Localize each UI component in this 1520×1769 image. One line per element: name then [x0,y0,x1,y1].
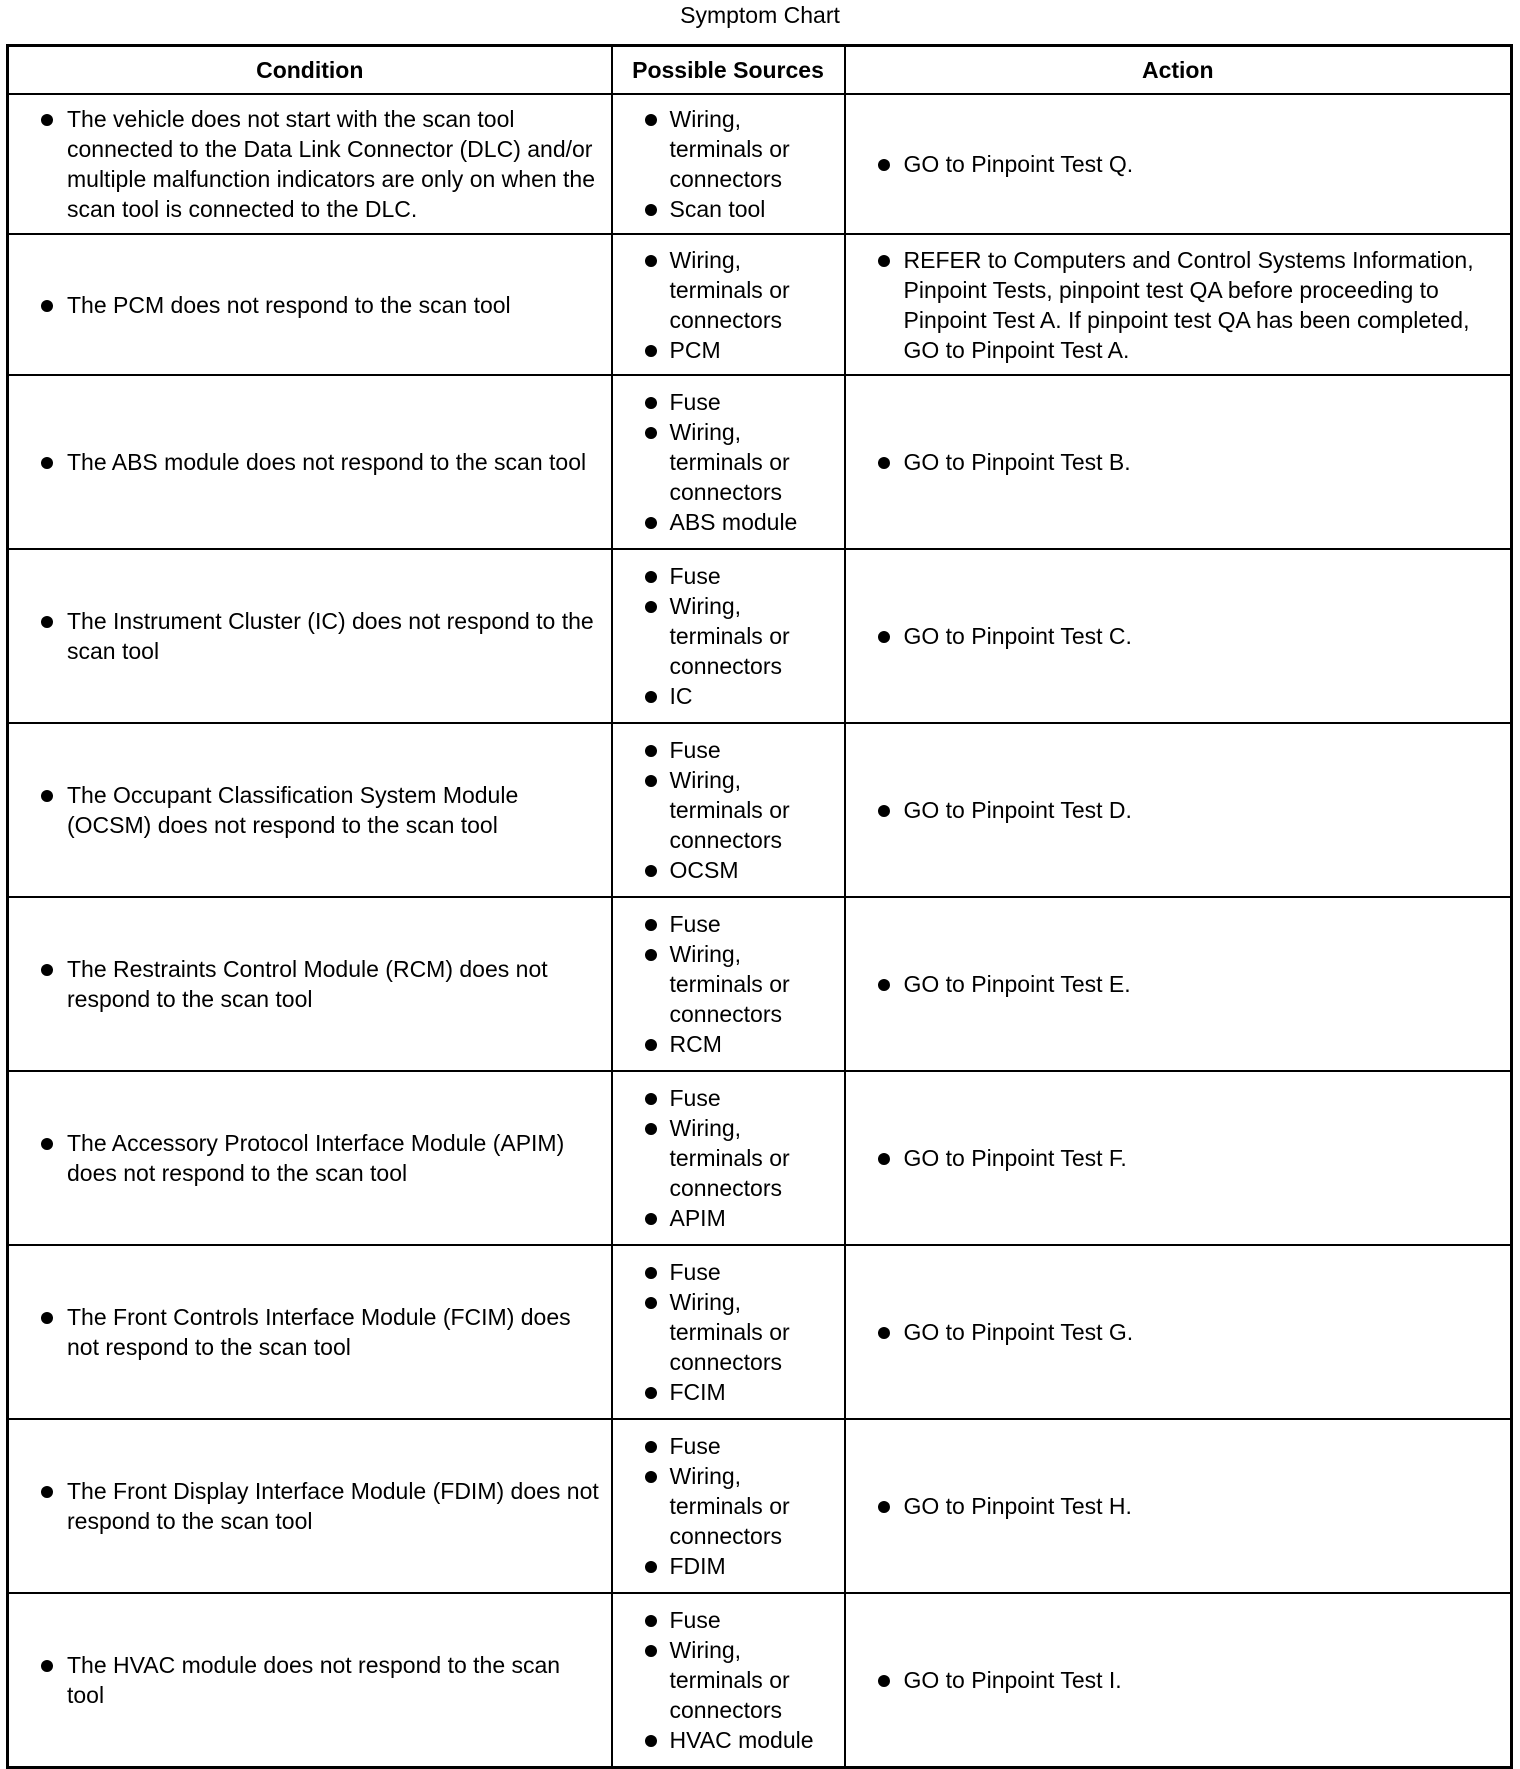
symptom-chart-table [6,44,1513,1769]
bullet-text: Fuse [669,911,721,937]
action-cell [845,897,1512,1071]
bullet-icon [41,964,53,976]
bullet-icon [645,571,657,583]
action-cell [845,375,1512,549]
bullet-item [621,1725,836,1755]
bullet-text: The ABS module does not respond to the scan tool [67,449,587,475]
bullet-item [621,417,836,507]
bullet-item [17,1128,603,1188]
bullet-icon [645,427,657,439]
bullet-icon [645,255,657,267]
possible-sources-cell [612,549,845,723]
bullet-text: Fuse [669,737,721,763]
bullet-icon [878,457,890,469]
bullet-icon [645,1297,657,1309]
possible-sources-cell [612,1071,845,1245]
bullet-text: GO to Pinpoint Test F. [903,1145,1127,1171]
bullet-text: Scan tool [669,196,766,222]
possible-sources-cell [612,1419,845,1593]
document-title: Symptom Chart [680,2,840,28]
bullet-item [621,735,836,765]
bullet-item [621,245,836,335]
bullet-text: Wiring, terminals or connectors [669,767,790,853]
bullet-icon [878,255,890,267]
bullet-icon [645,1123,657,1135]
table-row [8,723,1512,897]
table-row [8,234,1512,375]
bullet-icon [645,601,657,613]
possible-sources-cell [612,1593,845,1767]
bullet-item [621,1029,836,1059]
bullet-text: The PCM does not respond to the scan tool [67,291,511,318]
bullet-icon [878,1675,890,1687]
condition-cell [8,723,612,897]
bullet-text: IC [669,683,693,709]
action-cell [845,1071,1512,1245]
bullet-text: FDIM [669,1553,726,1579]
bullet-item [854,1491,1503,1521]
bullet-text: The Restraints Control Module (RCM) does not respond to the scan tool [67,956,548,1012]
action-cell [845,723,1512,897]
condition-cell [8,94,612,234]
bullet-text: The HVAC module does not respond to the scan tool [67,1651,561,1708]
bullet-text: GO to Pinpoint Test I. [903,1666,1122,1693]
bullet-item [621,765,836,855]
table-row [8,1071,1512,1245]
header-action: Action [845,46,1512,95]
bullet-item [854,149,1503,179]
bullet-item [854,1143,1503,1173]
bullet-text: Fuse [669,563,721,589]
action-cell [845,1593,1512,1767]
bullet-text: Fuse [669,1085,721,1111]
bullet-item [621,1431,836,1461]
bullet-icon [645,1645,657,1657]
bullet-icon [645,1093,657,1105]
table-row [8,94,1512,234]
bullet-icon [645,745,657,757]
action-cell [845,1419,1512,1593]
condition-cell [8,234,612,375]
action-cell [845,549,1512,723]
bullet-text: Wiring, terminals or connectors [669,1115,790,1201]
bullet-item [621,1083,836,1113]
header-possible-sources: Possible Sources [612,46,845,95]
possible-sources-cell [612,897,845,1071]
bullet-item [17,1302,603,1362]
bullet-text: REFER to Computers and Control Systems Information, Pinpoint Tests, pinpoint test QA before proceeding to Pinpoint Test A. If pinpoint test QA has been completed, GO to Pinpoint Test A. [903,246,1474,363]
bullet-icon [645,691,657,703]
bullet-icon [41,114,53,126]
bullet-icon [645,1471,657,1483]
bullet-text: GO to Pinpoint Test B. [903,449,1131,475]
bullet-text: FCIM [669,1379,726,1405]
bullet-item [621,1551,836,1581]
bullet-icon [878,1501,890,1513]
bullet-text: APIM [669,1205,726,1231]
bullet-icon [645,1387,657,1399]
bullet-item [854,1317,1503,1347]
bullet-item [17,1476,603,1536]
bullet-icon [645,114,657,126]
bullet-text: Fuse [669,1433,721,1459]
bullet-icon [41,457,53,469]
table-row [8,1593,1512,1767]
bullet-text: Fuse [669,1606,721,1633]
bullet-text: GO to Pinpoint Test G. [903,1319,1134,1345]
bullet-item [621,1377,836,1407]
bullet-icon [645,865,657,877]
possible-sources-cell [612,723,845,897]
bullet-item [17,780,603,840]
bullet-item [621,1113,836,1203]
bullet-icon [41,790,53,802]
bullet-text: Wiring, terminals or connectors [669,593,790,679]
bullet-text: The Occupant Classification System Module (OCSM) does not respond to the scan tool [67,782,519,838]
bullet-item [17,447,603,477]
condition-cell [8,549,612,723]
bullet-icon [878,1153,890,1165]
action-cell [845,94,1512,234]
bullet-text: ABS module [669,509,798,535]
table-row [8,1419,1512,1593]
bullet-item [621,507,836,537]
condition-cell [8,375,612,549]
bullet-item [621,335,836,365]
bullet-text: The vehicle does not start with the scan tool connected to the Data Link Connector (DLC) and/or multiple malfunction indicators are only on when the scan tool is connected to the DLC. [67,106,596,222]
bullet-icon [878,631,890,643]
bullet-icon [41,1486,53,1498]
bullet-icon [645,919,657,931]
table-row [8,897,1512,1071]
bullet-icon [645,517,657,529]
bullet-item [854,447,1503,477]
header-condition: Condition [8,46,612,95]
bullet-text: GO to Pinpoint Test D. [903,797,1132,823]
bullet-item [621,387,836,417]
bullet-item [17,290,603,320]
bullet-item [621,194,836,224]
bullet-text: Wiring, terminals or connectors [669,419,790,505]
bullet-item [621,561,836,591]
bullet-item [621,1257,836,1287]
bullet-icon [41,300,53,312]
condition-cell [8,1419,612,1593]
bullet-item [621,1605,836,1635]
action-cell [845,1245,1512,1419]
bullet-item [621,1287,836,1377]
table-row [8,1245,1512,1419]
possible-sources-cell [612,234,845,375]
bullet-text: Wiring, terminals or connectors [669,1463,790,1549]
possible-sources-cell [612,375,845,549]
bullet-text: GO to Pinpoint Test E. [903,971,1131,997]
bullet-icon [878,159,890,171]
bullet-icon [878,979,890,991]
bullet-icon [645,1735,657,1747]
bullet-item [621,1635,836,1725]
bullet-item [621,1203,836,1233]
header-row [8,46,1512,95]
bullet-icon [645,345,657,357]
bullet-text: GO to Pinpoint Test C. [903,623,1132,649]
bullet-item [854,245,1503,365]
bullet-item [17,606,603,666]
condition-cell [8,1071,612,1245]
bullet-icon [645,1615,657,1627]
possible-sources-cell [612,1245,845,1419]
bullet-text: Fuse [669,1259,721,1285]
bullet-text: Fuse [669,389,721,415]
bullet-text: The Instrument Cluster (IC) does not respond to the scan tool [67,608,594,664]
bullet-text: Wiring, terminals or connectors [669,941,790,1027]
possible-sources-cell [612,94,845,234]
bullet-icon [645,949,657,961]
bullet-icon [41,1660,53,1672]
bullet-text: The Front Display Interface Module (FDIM) does not respond to the scan tool [67,1478,599,1534]
bullet-item [854,621,1503,651]
bullet-item [854,969,1503,999]
bullet-text: PCM [669,336,721,363]
bullet-icon [645,1441,657,1453]
bullet-icon [878,1327,890,1339]
bullet-text: OCSM [669,857,739,883]
table-row [8,375,1512,549]
condition-cell [8,1245,612,1419]
bullet-icon [645,1039,657,1051]
bullet-text: Wiring, terminals or connectors [669,1289,790,1375]
bullet-icon [41,1312,53,1324]
bullet-text: Wiring, terminals or connectors [669,1636,790,1723]
bullet-text: GO to Pinpoint Test H. [903,1493,1132,1519]
table-row [8,549,1512,723]
bullet-icon [645,204,657,216]
bullet-text: Wiring, terminals or connectors [669,106,790,192]
bullet-text: GO to Pinpoint Test Q. [903,151,1134,177]
bullet-text: The Accessory Protocol Interface Module (APIM) does not respond to the scan tool [67,1130,565,1186]
bullet-item [17,1650,603,1710]
bullet-item [854,1665,1503,1695]
bullet-item [621,939,836,1029]
bullet-item [621,591,836,681]
bullet-item [17,954,603,1014]
condition-cell [8,1593,612,1767]
bullet-text: Wiring, terminals or connectors [669,246,790,333]
bullet-icon [645,1213,657,1225]
condition-cell [8,897,612,1071]
bullet-item [621,909,836,939]
bullet-text: HVAC module [669,1726,814,1753]
bullet-icon [878,805,890,817]
bullet-item [621,1461,836,1551]
bullet-item [854,795,1503,825]
bullet-item [621,104,836,194]
action-cell [845,234,1512,375]
bullet-item [621,855,836,885]
bullet-item [17,104,603,224]
bullet-icon [645,1561,657,1573]
bullet-icon [645,1267,657,1279]
bullet-icon [41,616,53,628]
bullet-item [621,681,836,711]
bullet-text: The Front Controls Interface Module (FCIM) does not respond to the scan tool [67,1304,571,1360]
bullet-icon [645,397,657,409]
bullet-icon [41,1138,53,1150]
bullet-text: RCM [669,1031,722,1057]
bullet-icon [645,775,657,787]
